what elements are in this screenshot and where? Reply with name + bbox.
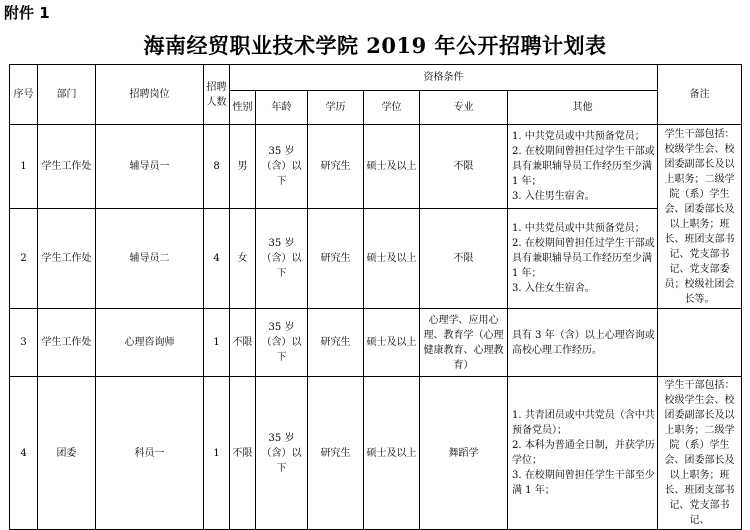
requirement-item: 1. 共青团员或中共党员（含中共预备党员）； (512, 410, 655, 436)
header-dept: 部门 (38, 65, 96, 125)
cell-major: 不限 (420, 209, 508, 309)
cell-dept: 团委 (38, 377, 96, 530)
cell-age: 35 岁（含）以下 (256, 377, 308, 530)
header-qualifications: 资格条件 (230, 65, 658, 91)
cell-other (508, 209, 658, 309)
cell-seq: 2 (10, 209, 38, 309)
requirement-item: 3. 在校期间曾担任学生干部至少满 1 年； (512, 470, 655, 496)
requirement-item: 3. 入住男生宿舍。 (512, 191, 595, 202)
header-education: 学历 (308, 91, 364, 125)
table-row (10, 125, 742, 209)
cell-dept: 学生工作处 (38, 125, 96, 209)
cell-num: 8 (204, 125, 230, 209)
header-num: 招聘人数 (204, 65, 230, 125)
cell-num: 1 (204, 377, 230, 530)
header-gender: 性别 (230, 91, 256, 125)
cell-education: 研究生 (308, 209, 364, 309)
header-age: 年龄 (256, 91, 308, 125)
header-other: 其他 (508, 91, 658, 125)
cell-num: 4 (204, 209, 230, 309)
cell-degree: 硕士及以上 (364, 309, 420, 377)
cell-other (508, 125, 658, 209)
header-post: 招聘岗位 (96, 65, 204, 125)
cell-post: 科员一 (96, 377, 204, 530)
header-remark: 备注 (658, 65, 742, 125)
header-major: 专业 (420, 91, 508, 125)
table-row (10, 309, 742, 377)
header-degree: 学位 (364, 91, 420, 125)
cell-seq: 3 (10, 309, 38, 377)
cell-education: 研究生 (308, 125, 364, 209)
cell-post: 辅导员一 (96, 125, 204, 209)
cell-education: 研究生 (308, 377, 364, 530)
cell-remark: 学生干部包括：校级学生会、校团委副部长及以上职务；二级学院（系）学生会、团委部长及以上职务；班长、班团支部书记、党支部书记、 (658, 377, 742, 530)
cell-num: 1 (204, 309, 230, 377)
table-row (10, 377, 742, 530)
cell-other (508, 377, 658, 530)
cell-other (508, 309, 658, 377)
cell-remark (658, 309, 742, 377)
cell-seq: 1 (10, 125, 38, 209)
cell-education: 研究生 (308, 309, 364, 377)
cell-dept: 学生工作处 (38, 309, 96, 377)
recruitment-table (9, 64, 742, 530)
cell-major: 舞蹈学 (420, 377, 508, 530)
cell-dept: 学生工作处 (38, 209, 96, 309)
cell-age: 35 岁（含）以下 (256, 125, 308, 209)
cell-degree: 硕士及以上 (364, 377, 420, 530)
cell-post: 心理咨询师 (96, 309, 204, 377)
header-seq: 序号 (10, 65, 38, 125)
cell-gender: 不限 (230, 309, 256, 377)
cell-seq: 4 (10, 377, 38, 530)
requirement-item: 1. 中共党员或中共预备党员； (512, 223, 645, 234)
cell-major: 不限 (420, 125, 508, 209)
cell-post: 辅导员二 (96, 209, 204, 309)
cell-gender: 男 (230, 125, 256, 209)
requirement-item: 3. 入住女生宿舍。 (512, 283, 595, 294)
cell-major: 心理学、应用心理、教育学（心理健康教育、心理教育） (420, 309, 508, 377)
cell-age: 35 岁（含）以下 (256, 309, 308, 377)
cell-gender: 女 (230, 209, 256, 309)
cell-degree: 硕士及以上 (364, 209, 420, 309)
cell-degree: 硕士及以上 (364, 125, 420, 209)
requirement-item: 2. 在校期间曾担任过学生干部或具有兼职辅导员工作经历至少满 1 年； (512, 146, 655, 187)
cell-remark: 学生干部包括：校级学生会、校团委副部长及以上职务；二级学院（系）学生会、团委部长及以上职务；班长、班团支部书记、党支部书记、党支部委员；校级社团会长等。 (658, 125, 742, 309)
cell-age: 35 岁（含）以下 (256, 209, 308, 309)
requirement-item: 1. 中共党员或中共预备党员； (512, 131, 645, 142)
cell-gender: 不限 (230, 377, 256, 530)
table-row (10, 209, 742, 309)
attachment-label: 附件 1 (4, 4, 50, 22)
requirement-item: 2. 本科为普通全日制，并获学历学位； (512, 440, 655, 466)
requirement-item: 2. 在校期间曾担任过学生干部或具有兼职辅导员工作经历至少满 1 年； (512, 238, 655, 279)
requirement-item: 具有 3 年（含）以上心理咨询或高校心理工作经历。 (512, 329, 655, 356)
page-title: 海南经贸职业技术学院 2019 年公开招聘计划表 (143, 33, 607, 58)
